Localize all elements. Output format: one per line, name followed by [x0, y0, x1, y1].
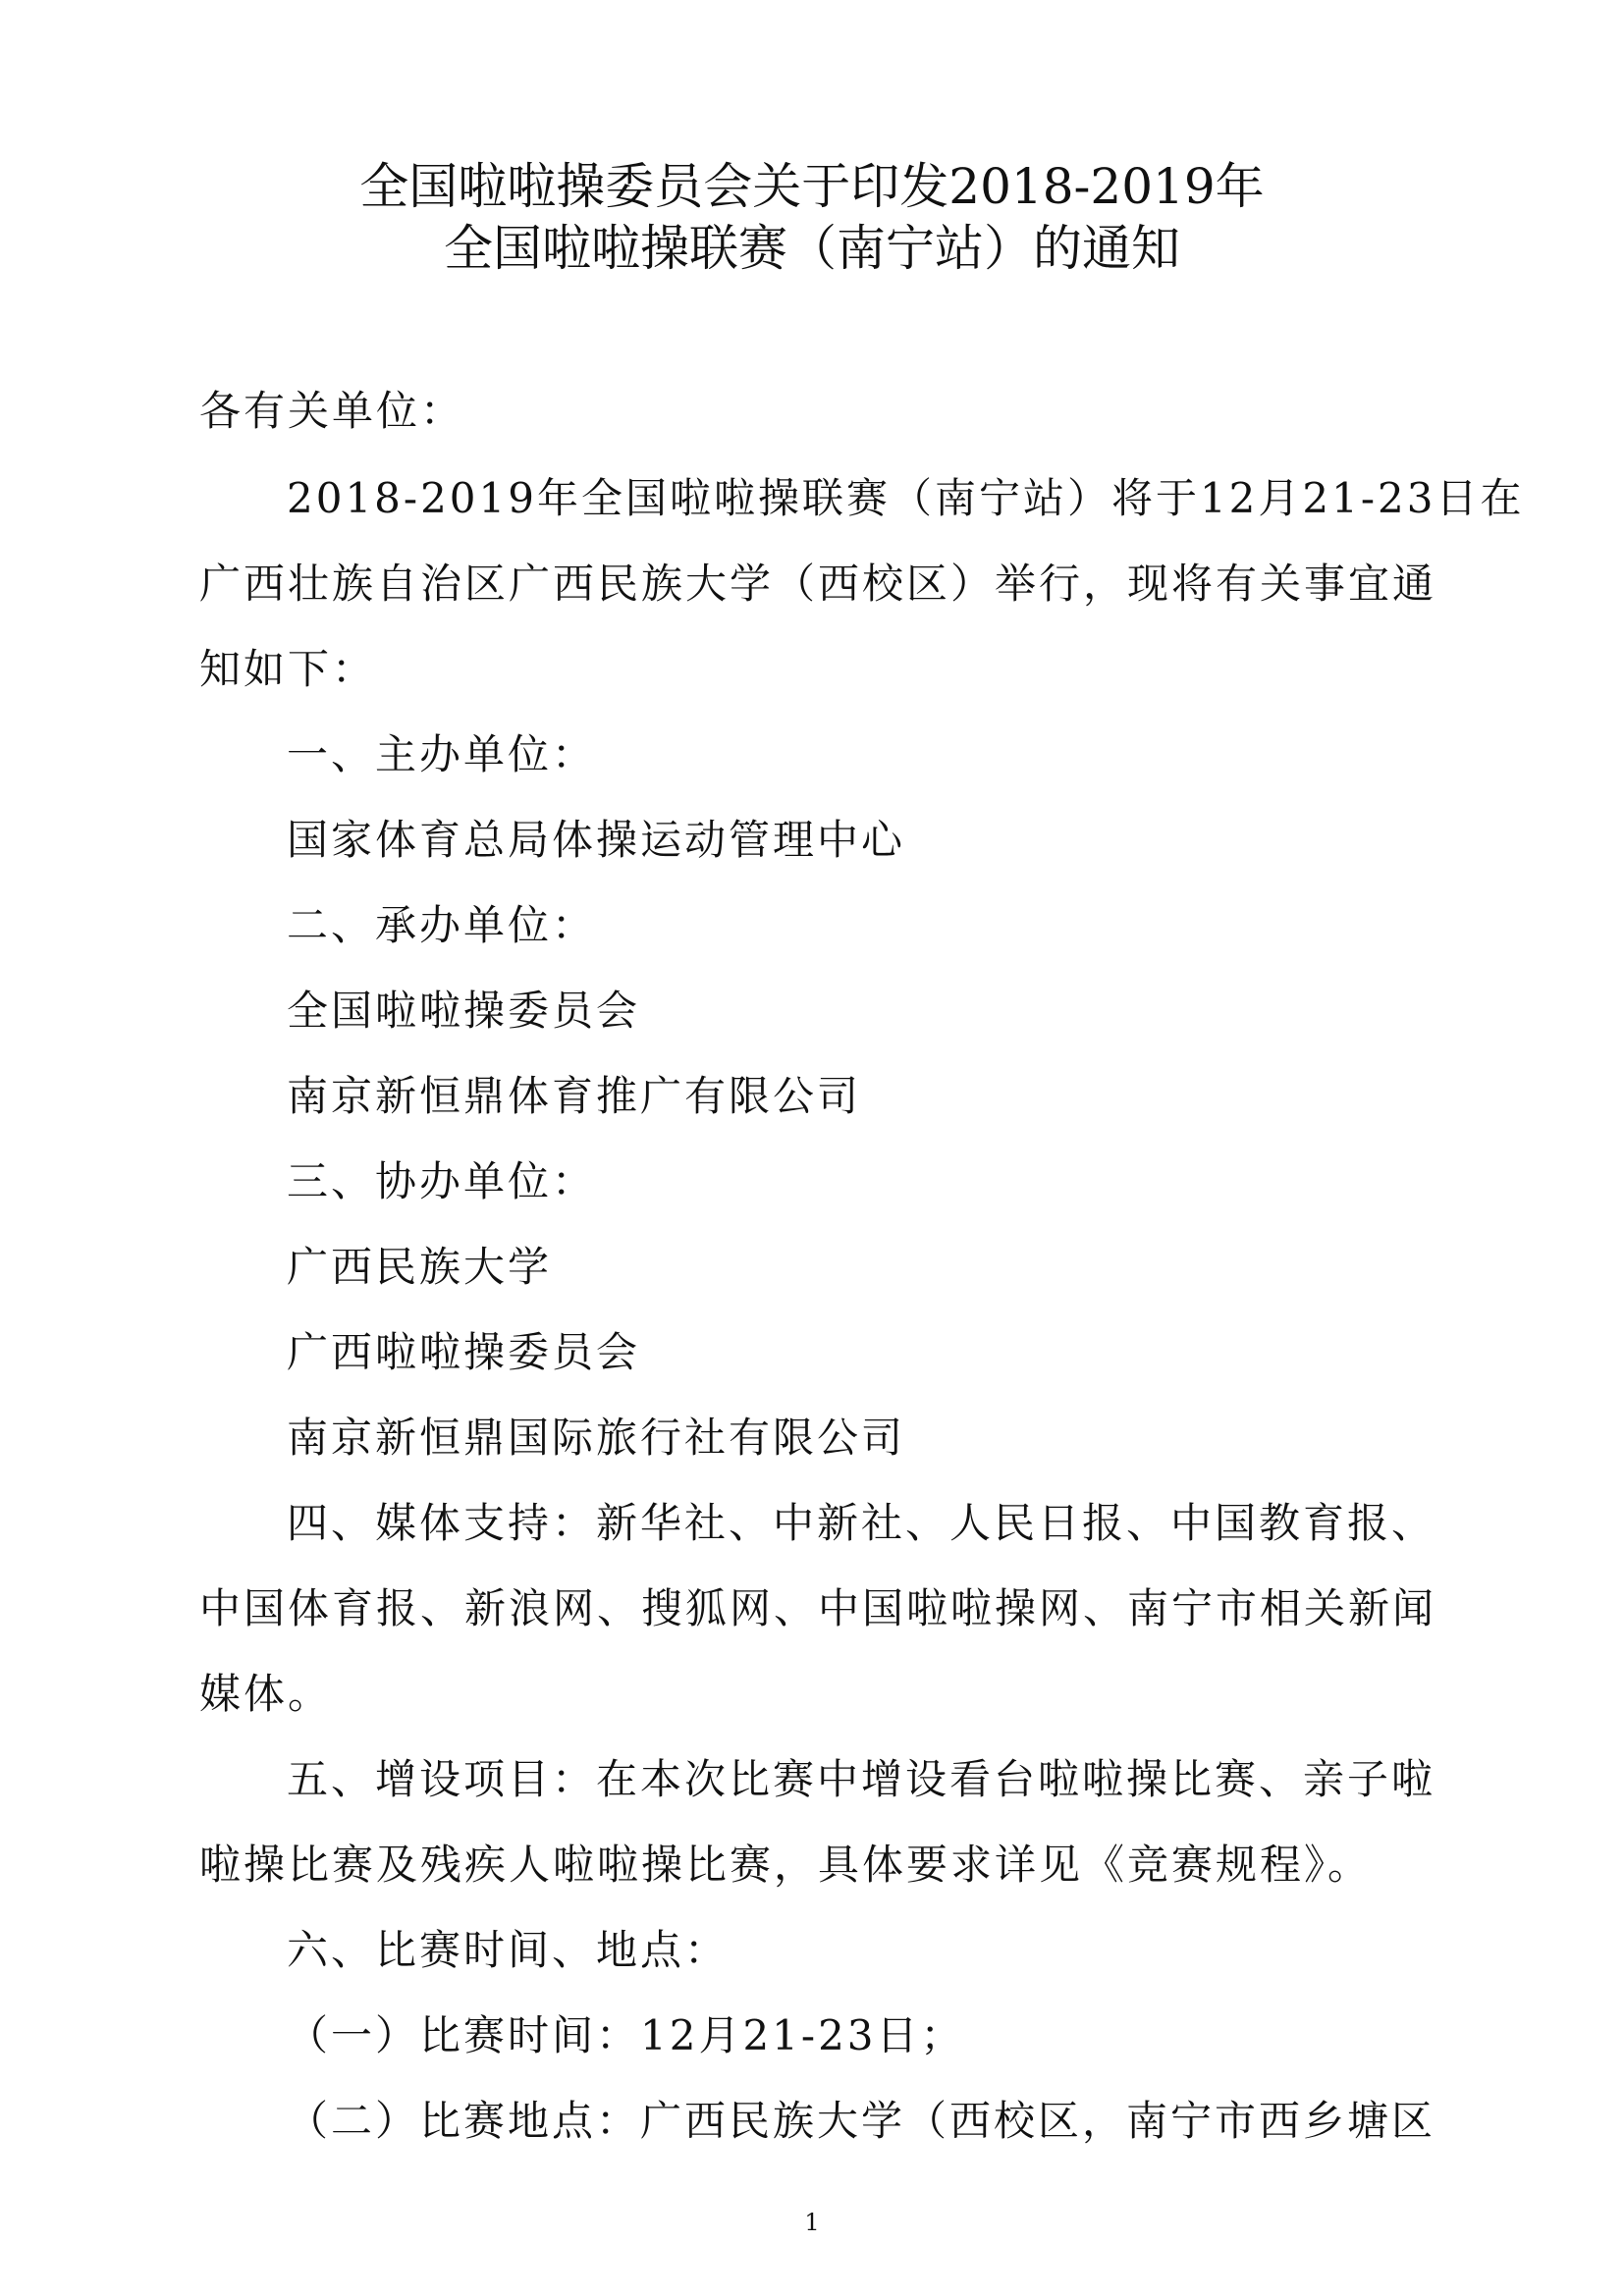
section-1-item-1: 国家体育总局体操运动管理中心: [287, 816, 906, 864]
section-2-heading: 二、承办单位：: [287, 901, 597, 949]
section-5-line-1: 五、增设项目：在本次比赛中增设看台啦啦操比赛、亲子啦: [287, 1755, 1436, 1803]
section-6-place: （二）比赛地点：广西民族大学（西校区，南宁市西乡塘区: [287, 2097, 1436, 2145]
section-2-item-1: 全国啦啦操委员会: [287, 987, 641, 1035]
section-3-heading: 三、协办单位：: [287, 1157, 597, 1205]
intro-line-2: 广西壮族自治区广西民族大学（西校区）举行，现将有关事宜通: [199, 560, 1437, 608]
section-3-item-3: 南京新恒鼎国际旅行社有限公司: [287, 1414, 906, 1462]
section-2-item-2: 南京新恒鼎体育推广有限公司: [287, 1072, 862, 1120]
salutation: 各有关单位：: [199, 387, 465, 435]
document-title-line-2: 全国啦啦操联赛（南宁站）的通知: [444, 220, 1180, 277]
section-3-item-1: 广西民族大学: [287, 1243, 553, 1291]
section-6-heading: 六、比赛时间、地点：: [287, 1926, 730, 1974]
section-4-line-2: 中国体育报、新浪网、搜狐网、中国啦啦操网、南宁市相关新闻: [199, 1584, 1437, 1632]
intro-line-3: 知如下：: [199, 645, 377, 693]
section-4-line-3: 媒体。: [199, 1670, 333, 1718]
section-4-line-1: 四、媒体支持：新华社、中新社、人民日报、中国教育报、: [287, 1499, 1436, 1547]
section-6-time: （一）比赛时间：12月21-23日；: [287, 2011, 965, 2059]
section-3-item-2: 广西啦啦操委员会: [287, 1328, 641, 1376]
section-5-line-2: 啦操比赛及残疾人啦啦操比赛，具体要求详见《竞赛规程》。: [199, 1841, 1373, 1889]
document-title-line-1: 全国啦啦操委员会关于印发2018-2019年: [359, 158, 1265, 215]
section-1-heading: 一、主办单位：: [287, 730, 597, 778]
intro-line-1: 2018-2019年全国啦啦操联赛（南宁站）将于12月21-23日在: [287, 474, 1525, 522]
page-number: 1: [804, 2209, 820, 2236]
